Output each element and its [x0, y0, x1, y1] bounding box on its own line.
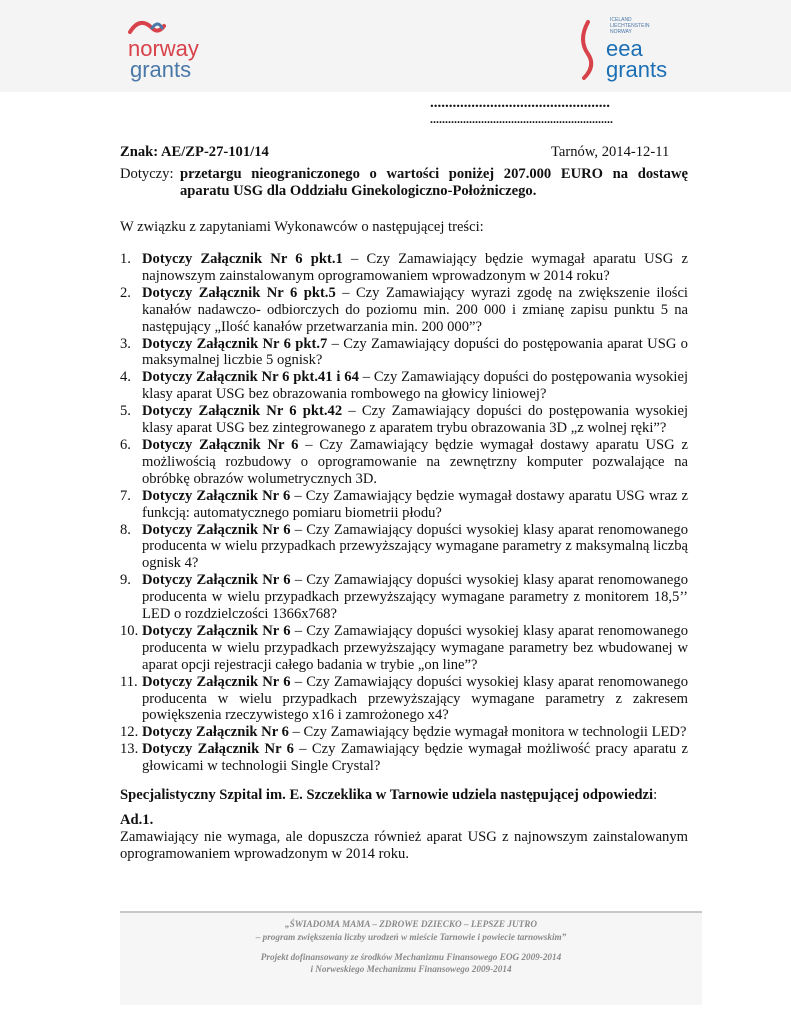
question-item — [120, 336, 688, 370]
logo-right-line1: eea — [606, 36, 643, 61]
footer-line-2: – program zwiększenia liczby urodzeń w mieście Tarnowie i powiecie tarnowskim” — [255, 932, 567, 942]
question-reference: Dotyczy Załącznik Nr 6 — [142, 487, 291, 504]
logo-right-line2: grants — [606, 57, 668, 82]
question-number: 2. — [120, 284, 131, 301]
question-number: 4. — [120, 369, 131, 386]
question-item — [120, 674, 688, 725]
subject-text: przetargu nieograniczonego o wartości poniżej 207.000 EURO na dostawę aparatu USG dla Oddziału Ginekologiczno-Położniczego. — [180, 166, 688, 199]
question-text: – Czy Zamawiający wyrazi zgodę na zwiększenie ilości kanałów nadawczo- odbiorczych do poziomu min. 200 000 i zmianę zapisu punktu 5 na następujący „Ilość kanałów przetwarzania min. 200 000”? — [142, 284, 688, 335]
question-item — [120, 623, 688, 674]
question-item — [120, 285, 688, 336]
question-number: 10. — [120, 622, 139, 639]
question-text: – Czy Zamawiający dopuści wysokiej klasy aparat renomowanego producenta w wielu przypadkach przewyższający wymagane parametry z maksymalną liczbą ognisk 4? — [142, 521, 688, 572]
logo-right-small-2: LIECHTENSTEIN — [610, 23, 650, 29]
question-item — [120, 522, 688, 573]
answer-label: Ad.1. — [120, 812, 154, 828]
subject-label: Dotyczy: — [120, 166, 174, 182]
question-item — [120, 724, 688, 741]
question-item — [120, 369, 688, 403]
norway-grants-logo — [118, 14, 218, 84]
eea-logo-swirl-icon — [583, 22, 591, 78]
question-item — [120, 437, 688, 488]
question-text: – Czy Zamawiający dopuści wysokiej klasy aparat renomowanego producenta w wielu przypadkach przewyższający wymagane parametry z zakresem powiększenia rzeczywistego x16 i zamrożonego x4? — [142, 673, 688, 724]
eea-grants-logo — [576, 14, 676, 84]
place-date: Tarnów, 2014-12-11 — [551, 144, 670, 160]
question-number: 5. — [120, 403, 131, 420]
question-number: 8. — [120, 521, 131, 538]
question-number: 11. — [120, 673, 138, 690]
logo-right-small-1: ICELAND — [610, 17, 632, 23]
question-text: – Czy Zamawiający będzie wymagał dostawy aparatu USG z możliwością rozbudowy o oprogramowanie na zewnętrzny komputer pozwalające na obróbkę obrazów wolumetrycznych 3D. — [142, 436, 688, 487]
questions-list — [120, 251, 688, 775]
intro-text: W związku z zapytaniami Wykonawców o następującej treści: — [120, 219, 484, 235]
question-item — [120, 403, 688, 437]
question-number: 6. — [120, 436, 131, 453]
question-reference: Dotyczy Załącznik Nr 6 — [142, 521, 291, 538]
logo-left-line1: norway — [128, 36, 199, 61]
question-reference: Dotyczy Załącznik Nr 6 pkt.1 — [142, 251, 343, 267]
question-text: – Czy Zamawiający będzie wymagał możliwość pracy aparatu z głowicami w technologii Single Crystal? — [142, 741, 688, 775]
footer-line-1: „ŚWIADOMA MAMA – ZDROWE DZIECKO – LEPSZE JUTRO — [285, 919, 537, 929]
question-item — [120, 251, 688, 285]
question-number: 7. — [120, 487, 131, 504]
question-reference: Dotyczy Załącznik Nr 6 pkt.41 i 64 — [142, 369, 359, 386]
question-reference: Dotyczy Załącznik Nr 6 pkt.42 — [142, 403, 343, 420]
document-reference: Znak: AE/ZP-27-101/14 — [120, 144, 269, 160]
subject — [120, 166, 688, 200]
question-item — [120, 741, 688, 775]
question-reference: Dotyczy Załącznik Nr 6 — [142, 724, 289, 741]
answer-heading-text: Specjalistyczny Szpital im. E. Szczeklika w Tarnowie udziela następującej odpowiedzi — [120, 787, 654, 803]
question-text: – Czy Zamawiający dopuści do postępowania wysokiej klasy aparat USG bez zintegrowanego z aparatem trybu obrazowania 3D „z wolnej ręki”? — [142, 403, 689, 437]
signature-dots-line-2: ............................................................. — [430, 112, 613, 126]
question-reference: Dotyczy Załącznik Nr 6 pkt.5 — [142, 284, 336, 301]
question-reference: Dotyczy Załącznik Nr 6 pkt.7 — [142, 335, 328, 352]
question-text: – Czy Zamawiający dopuści do postępowania aparat USG o maksymalnej liczbie 5 ognisk? — [142, 335, 688, 369]
question-item — [120, 572, 688, 623]
question-number: 3. — [120, 335, 131, 352]
question-text: – Czy Zamawiający dopuści wysokiej klasy aparat renomowanego producenta w wielu przypadkach przewyższający wymagane parametry bez wbudowanej w aparat opcji rejestracji całego badania w trybie „on line”? — [142, 622, 688, 673]
question-text: – Czy Zamawiający będzie wymagał aparatu USG z najnowszym zainstalowanym oprogramowaniem wprowadzonym w 2014 roku? — [142, 251, 688, 284]
footer-line-4: i Norweskiego Mechanizmu Finansowego 2009-2014 — [310, 964, 512, 974]
question-reference: Dotyczy Załącznik Nr 6 — [142, 622, 291, 639]
logo-left-line2: grants — [130, 57, 192, 82]
question-item — [120, 488, 688, 522]
signature-dots-line-1: ................................................ — [430, 95, 610, 111]
answer-heading — [120, 787, 688, 804]
question-reference: Dotyczy Załącznik Nr 6 — [142, 572, 291, 589]
question-text: – Czy Zamawiający dopuści wysokiej klasy aparat renomowanego producenta w wielu przypadkach przewyższający wymagane parametry z monitorem 18,5’’ LED o rozdzielczości 1366x768? — [142, 572, 688, 623]
footer-line-3: Projekt dofinansowany ze środków Mechanizmu Finansowego EOG 2009-2014 — [260, 952, 562, 962]
answer-text: Zamawiający nie wymaga, ale dopuszcza również aparat USG z najnowszym zainstalowanym oprogramowaniem wprowadzonym w 2014 roku. — [120, 829, 688, 862]
question-reference: Dotyczy Załącznik Nr 6 — [142, 436, 299, 453]
question-number: 9. — [120, 572, 131, 589]
question-text: – Czy Zamawiający dopuści do postępowania wysokiej klasy aparat USG bez obrazowania rombowego na głowicy liniowej? — [142, 369, 689, 403]
question-reference: Dotyczy Załącznik Nr 6 — [142, 741, 294, 758]
logo-right-small-3: NORWAY — [610, 29, 632, 35]
question-number: 13. — [120, 741, 139, 758]
question-text: – Czy Zamawiający będzie wymagał dostawy aparatu USG wraz z funkcją: automatycznego pomiaru biometrii płodu? — [142, 487, 688, 521]
question-number: 1. — [120, 251, 131, 267]
question-number: 12. — [120, 724, 139, 741]
question-reference: Dotyczy Załącznik Nr 6 — [142, 673, 291, 690]
answer-heading-colon: : — [653, 787, 658, 803]
question-text: – Czy Zamawiający będzie wymagał monitora w technologii LED? — [288, 724, 687, 741]
